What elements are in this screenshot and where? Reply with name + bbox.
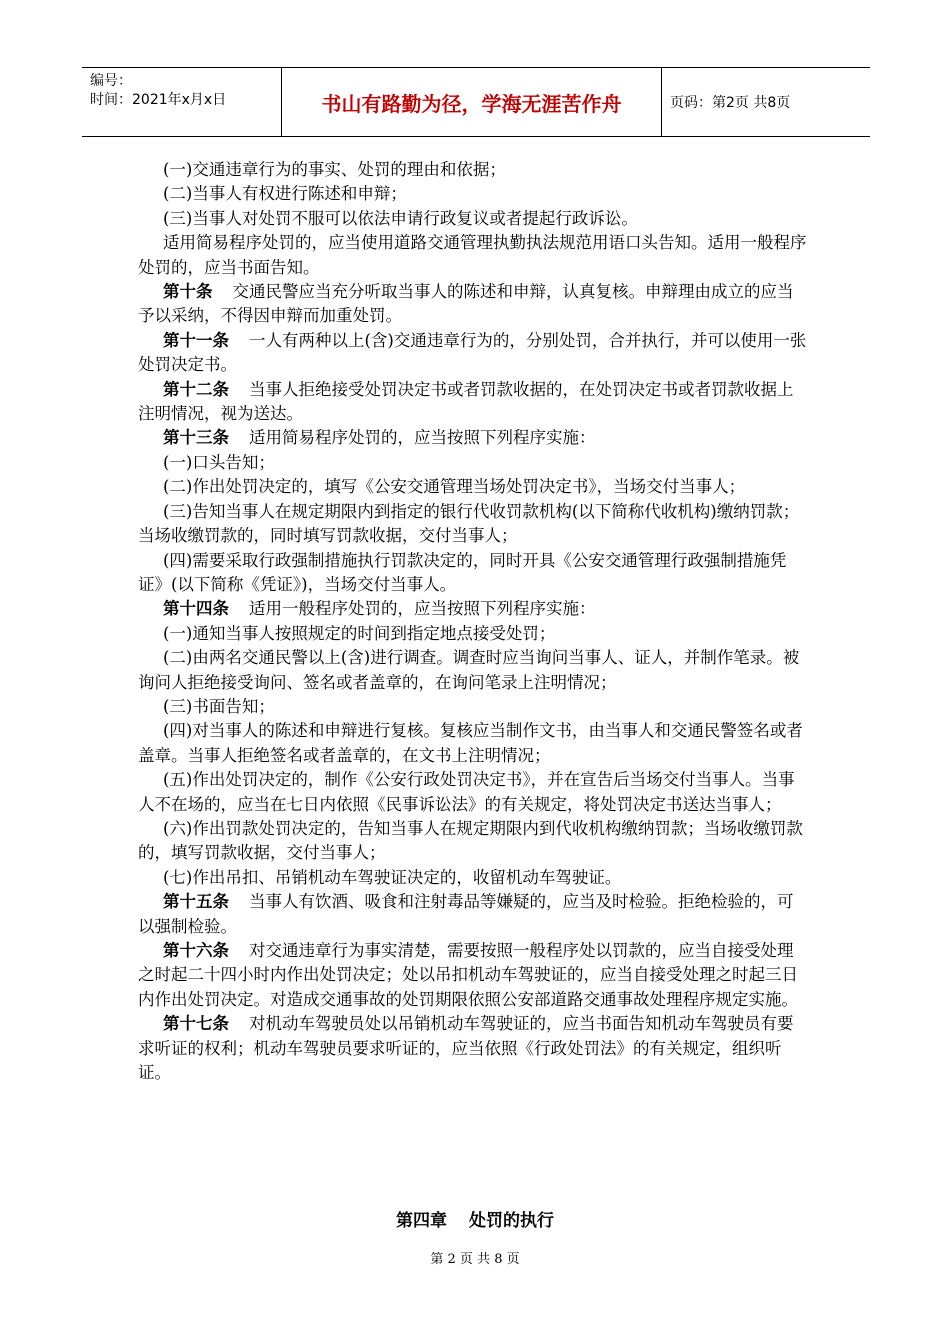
paragraph-text: (一)口头告知； <box>163 452 275 472</box>
article-number: 第十七条 <box>163 1014 229 1034</box>
article-number: 第十一条 <box>163 330 229 350</box>
paragraph-text: (三)书面告知； <box>163 696 275 716</box>
article-paragraph <box>138 426 808 450</box>
paragraph-text: (五)作出处罚决定的，制作《公安行政处罚决定书》，并在宣告后当场交付当事人。当事人不在场的，应当在七日内依照《民事诉讼法》的有关规定，将处罚决定书送达当事人； <box>138 770 795 814</box>
paragraph-text: (一)交通违章行为的事实、处罚的理由和依据； <box>163 160 506 179</box>
article-paragraph <box>138 329 808 378</box>
paragraph <box>138 866 808 890</box>
paragraph <box>138 695 808 719</box>
number-label: 编号： <box>90 73 132 89</box>
header-meta <box>82 68 282 136</box>
paragraph-text: (二)当事人有权进行陈述和申辩； <box>163 184 407 204</box>
paragraph-text: 当事人拒绝接受处罚决定书或者罚款收据的，在处罚决定书或者罚款收据上注明情况，视为送达。 <box>138 379 794 424</box>
article-paragraph <box>138 890 808 939</box>
paragraph-text: (二)由两名交通民警以上(含)进行调查。调查时应当询问当事人、证人，并制作笔录。被询问人拒绝接受询问、签名或者盖章的，在询问笔录上注明情况； <box>138 648 800 692</box>
paragraph <box>138 719 808 768</box>
paragraph-text: 当事人有饮酒、吸食和注射毒品等嫌疑的，应当及时检验。拒绝检验的，可以强制检验。 <box>138 892 794 936</box>
paragraph-text: 一人有两种以上(含)交通违章行为的，分别处罚，合并执行，并可以使用一张处罚决定书。 <box>138 330 807 375</box>
paragraph <box>138 646 808 695</box>
paragraph <box>138 500 808 549</box>
header-motto: 书山有路勤为径，学海无涯苦作舟 <box>282 68 662 136</box>
paragraph-text: (七)作出吊扣、吊销机动车驾驶证决定的，收留机动车驾驶证。 <box>163 867 622 887</box>
article-paragraph <box>138 597 808 621</box>
chapter-title: 处罚的执行 <box>469 1211 554 1231</box>
article-paragraph <box>138 280 808 329</box>
paragraph-text: 对交通违章行为事实清楚，需要按照一般程序处以罚款的，应当自接受处理之时起二十四小时内作出处罚决定；处以吊扣机动车驾驶证的，应当自接受处理之时起三日内作出处罚决定。对造成交通事故的处罚期限依照公安部道路交通事故处理程序规定实施。 <box>138 941 798 1009</box>
paragraph-text: (六)作出罚款处罚决定的，告知当事人在规定期限内到代收机构缴纳罚款；当场收缴罚款的，填写罚款收据，交付当事人； <box>138 818 803 863</box>
paragraph <box>138 231 808 280</box>
date-label: 时间：2021年x月x日 <box>90 92 227 108</box>
article-number: 第十六条 <box>163 941 229 960</box>
header-page-label: 页码：第2页 共8页 <box>670 95 791 111</box>
paragraph-text: (三)告知当事人在规定期限内到指定的银行代收罚款机构(以下简称代收机构)缴纳罚款；当场收缴罚款的，同时填写罚款收据，交付当事人； <box>138 501 800 546</box>
paragraph-text: (一)通知当事人按照规定的时间到指定地点接受处罚； <box>163 623 556 643</box>
paragraph <box>138 768 808 817</box>
article-number: 第十二条 <box>163 379 229 399</box>
paragraph-text: (三)当事人对处罚不服可以依法申请行政复议或者提起行政诉讼。 <box>163 208 638 228</box>
page-footer: 第 2 页 共 8 页 <box>430 1252 520 1267</box>
paragraph-text: (四)需要采取行政强制措施执行罚款决定的，同时开具《公安交通管理行政强制措施凭证》(以下简称《凭证》)，当场交付当事人。 <box>138 550 787 594</box>
header-table <box>82 67 870 137</box>
paragraph <box>138 622 808 646</box>
paragraph-text: (二)作出处罚决定的，填写《公安交通管理当场处罚决定书》，当场交付当事人； <box>163 477 746 497</box>
document-body <box>138 158 808 1085</box>
paragraph <box>138 817 808 866</box>
article-paragraph <box>138 939 808 1012</box>
article-number: 第十四条 <box>163 599 229 619</box>
paragraph <box>138 158 808 182</box>
article-number: 第十条 <box>163 282 213 302</box>
paragraph <box>138 451 808 475</box>
chapter-number: 第四章 <box>396 1211 447 1231</box>
paragraph-text: (四)对当事人的陈述和申辩进行复核。复核应当制作文书，由当事人和交通民警签名或者盖章。当事人拒绝签名或者盖章的，在文书上注明情况； <box>138 721 803 765</box>
paragraph-text: 交通民警应当充分听取当事人的陈述和申辩，认真复核。申辩理由成立的应当予以采纳，不得因申辩而加重处罚。 <box>138 282 794 326</box>
chapter-heading <box>0 1206 950 1231</box>
paragraph-text: 对机动车驾驶员处以吊销机动车驾驶证的，应当书面告知机动车驾驶员有要求听证的权利；机动车驾驶员要求听证的，应当依照《行政处罚法》的有关规定，组织听证。 <box>138 1014 794 1083</box>
paragraph-text: 适用简易程序处罚的，应当使用道路交通管理执勤执法规范用语口头告知。适用一般程序处罚的，应当书面告知。 <box>138 233 807 277</box>
paragraph <box>138 549 808 598</box>
paragraph <box>138 207 808 231</box>
article-paragraph <box>138 1012 808 1085</box>
article-number: 第十五条 <box>163 892 229 912</box>
paragraph-text: 适用一般程序处罚的，应当按照下列程序实施： <box>249 599 596 619</box>
article-number: 第十三条 <box>163 428 229 448</box>
paragraph <box>138 182 808 206</box>
paragraph <box>138 475 808 499</box>
paragraph-text: 适用简易程序处罚的，应当按照下列程序实施： <box>249 428 596 448</box>
article-paragraph <box>138 378 808 427</box>
